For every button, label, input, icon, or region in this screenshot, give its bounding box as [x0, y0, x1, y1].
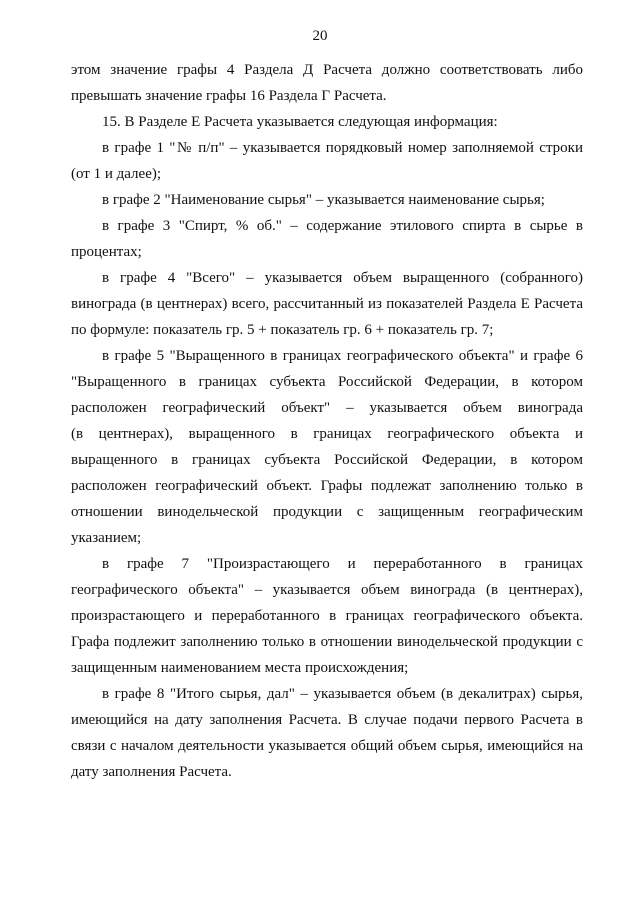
text-line: 15. В Разделе Е Расчета указывается следующая информация:	[102, 114, 498, 130]
text-line: защищенным наименованием места происхождения;	[71, 660, 409, 676]
text-line: выращенного в границах субъекта Российской Федерации, в котором	[71, 452, 583, 468]
text-line: (от 1 и далее);	[71, 166, 162, 182]
text-line: в графе 1 "№ п/п" – указывается порядковый номер заполняемой строки	[102, 140, 583, 156]
text-line: имеющийся на дату заполнения Расчета. В случае подачи первого Расчета в	[71, 712, 583, 728]
text-line: в графе 7 "Произрастающего и переработанного в границах	[102, 556, 583, 572]
text-line: (в центнерах), выращенного в границах географического объекта и	[71, 426, 583, 442]
text-line: расположен географический объект. Графы подлежат заполнению только в	[71, 478, 583, 494]
text-line: в графе 4 "Всего" – указывается объем выращенного (собранного)	[102, 270, 583, 286]
text-line: процентах;	[71, 244, 142, 260]
text-line: превышать значение графы 16 Раздела Г Расчета.	[71, 88, 387, 104]
document-body	[71, 57, 583, 785]
text-line: расположен географический объект" – указывается объем винограда	[71, 400, 583, 416]
text-line: произрастающего и переработанного в границах географического объекта.	[71, 608, 583, 624]
text-line: дату заполнения Расчета.	[71, 764, 232, 780]
text-line: указанием;	[71, 530, 142, 546]
text-line: географического объекта" – указывается объем винограда (в центнерах),	[71, 582, 583, 598]
page-number: 20	[312, 28, 328, 44]
text-line: по формуле: показатель гр. 5 + показатель гр. 6 + показатель гр. 7;	[71, 322, 494, 338]
text-line: связи с началом деятельности указывается общий объем сырья, имеющийся на	[71, 738, 583, 754]
text-line: этом значение графы 4 Раздела Д Расчета должно соответствовать либо	[71, 62, 583, 78]
text-line: Графа подлежит заполнению только в отношении винодельческой продукции с	[71, 634, 583, 650]
text-line: винограда (в центнерах) всего, рассчитанный из показателей Раздела Е Расчета	[71, 296, 583, 312]
text-line: в графе 5 "Выращенного в границах географического объекта" и графе 6	[102, 348, 583, 364]
text-line: в графе 3 "Спирт, % об." – содержание этилового спирта в сырье в	[102, 218, 583, 234]
text-line: в графе 2 "Наименование сырья" – указывается наименование сырья;	[102, 192, 545, 208]
text-line: отношении винодельческой продукции с защищенным географическим	[71, 504, 583, 520]
text-line: в графе 8 "Итого сырья, дал" – указывается объем (в декалитрах) сырья,	[102, 686, 583, 702]
text-line: "Выращенного в границах субъекта Российской Федерации, в котором	[71, 374, 583, 390]
